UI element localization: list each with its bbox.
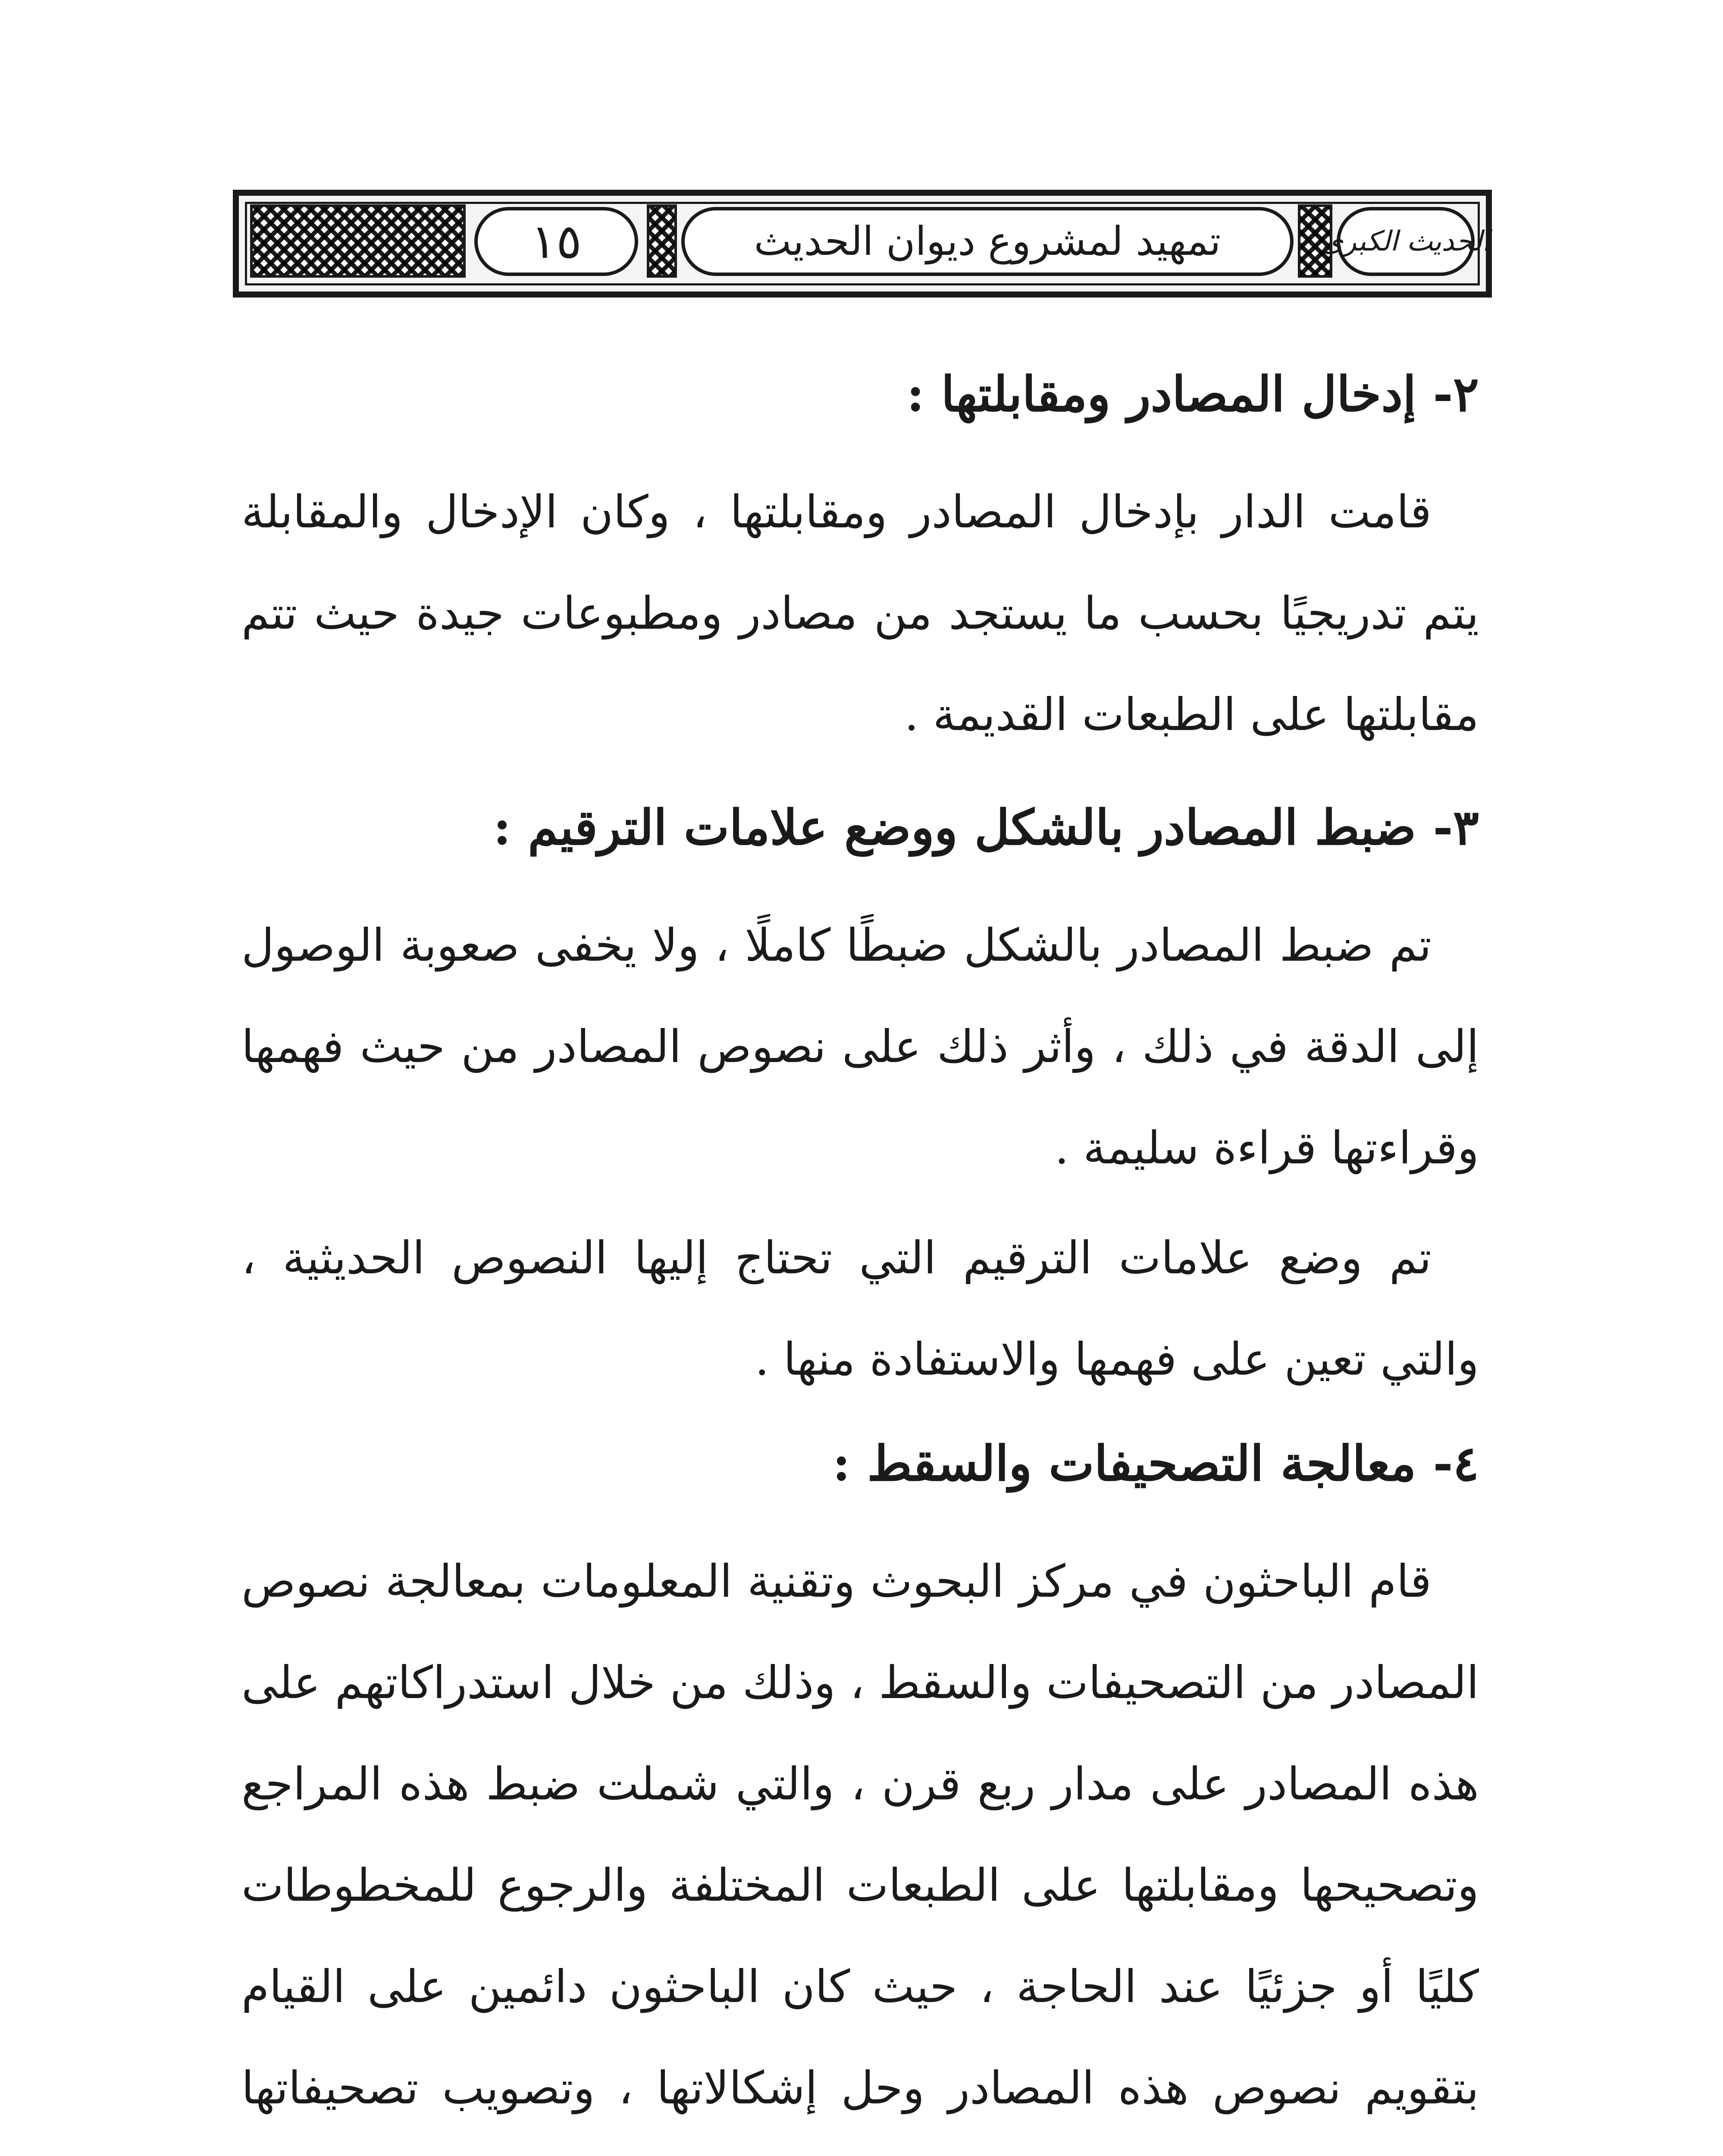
page-number-cartouche: [474, 207, 638, 276]
paragraph: [241, 1531, 1479, 2156]
running-title-cartouche: [681, 207, 1294, 276]
publisher-logo: الحديث الكبرى: [1321, 226, 1490, 257]
page-number: ١٥: [530, 214, 582, 269]
section-heading: ٣- ضبط المصادر بالشكل ووضع علامات الترقيم :: [493, 799, 1479, 856]
page-header-ornament: [233, 190, 1492, 298]
logo-cartouche: [1321, 207, 1490, 276]
ornament-pattern-center-left: [647, 204, 677, 278]
page-body: [241, 354, 1479, 2156]
section-heading: ٢- إدخال المصادر ومقابلتها :: [906, 366, 1479, 423]
paragraph: قامت الدار بإدخال المصادر ومقابلتها ، وكان الإدخال والمقابلة يتم تدريجيًا بحسب ما يستجد من مصادر ومطبوعات جيدة حيث تتم مقابلتها على الطبعات القديمة .: [241, 486, 1479, 741]
running-title: تمهيد لمشروع ديوان الحديث: [754, 218, 1221, 264]
ornament-pattern-left: [250, 204, 466, 278]
paragraph: تم ضبط المصادر بالشكل ضبطًا كاملًا ، ولا يخفى صعوبة الوصول إلى الدقة في ذلك ، وأثر ذلك على نصوص المصادر من حيث فهمها وقراءتها قراءة سليمة .: [241, 919, 1479, 1174]
section-heading: ٤- معالجة التصحيفات والسقط :: [832, 1435, 1479, 1492]
paragraph: تم وضع علامات الترقيم التي تحتاج إليها النصوص الحديثية ، والتي تعين على فهمها والاستفادة منها .: [241, 1232, 1479, 1385]
paragraph-text: قام الباحثون في مركز البحوث وتقنية المعلومات بمعالجة نصوص المصادر من التصحيفات والسقط ، وذلك من خلال استدراكاتهم على هذه المصادر على مدار ربع قرن ، والتي شملت ضبط هذه المراجع وتصحيحها ومقابلتها على الطبعات المختلفة والرجوع للمخطوطات كليًا أو جزئيًا عند الحاجة ، حيث كان الباحثون دائمين على القيام بتقويم نصوص هذه المصادر وحل إشكالاتها ، وتصويب تصحيفاتها: [241, 1555, 1479, 2114]
